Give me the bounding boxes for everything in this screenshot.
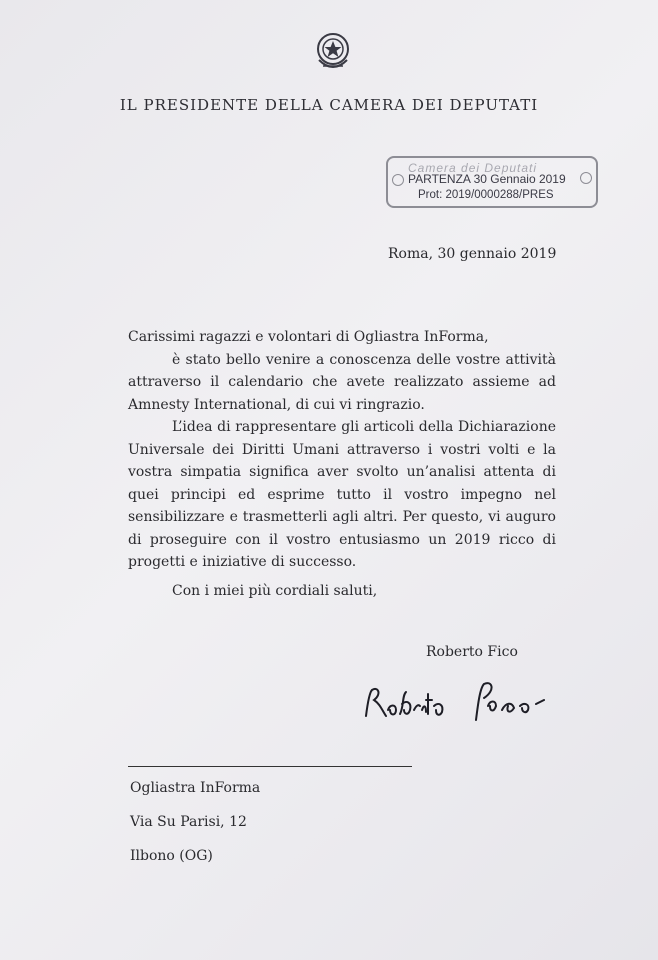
letter-closing: Con i miei più cordiali saluti, xyxy=(172,582,378,599)
stamp-left-dot-icon xyxy=(392,174,404,186)
letter-body xyxy=(128,326,556,602)
stamp-right-dot-icon xyxy=(580,172,592,184)
italian-republic-emblem-icon xyxy=(314,30,352,74)
letter-greeting: Carissimi ragazzi e volontari di Ogliastra InForma, xyxy=(128,329,489,345)
letter-paragraph-1: è stato bello venire a conoscenza delle vostre attività attraverso il calendario che avete realizzato assieme ad Amnesty International, di cui vi ringrazio. xyxy=(128,351,556,413)
stamp-departure-line: PARTENZA 30 Gennaio 2019 xyxy=(408,172,566,186)
stamp-script-text: Camera dei Deputati xyxy=(408,161,538,175)
letter-paragraph-2: L’idea di rappresentare gli articoli della Dichiarazione Universale dei Diritti Umani attraverso i vostri volti e la vostra simpatia significa aver svolto un’analisi attenta di quei principi ed esprime tutto il vostro impegno nel sensibilizzare e trasmetterli agli altri. Per questo, vi auguro di proseguire con il vostro entusiasmo un 2019 ricco di progetti e iniziative di successo. xyxy=(128,419,556,570)
recipient-name: Ogliastra InForma xyxy=(130,780,261,796)
address-divider xyxy=(128,766,412,767)
recipient-city: Ilbono (OG) xyxy=(130,848,213,864)
signer-name: Roberto Fico xyxy=(426,644,518,660)
recipient-street: Via Su Parisi, 12 xyxy=(130,814,247,830)
handwritten-signature xyxy=(360,670,570,730)
letterhead-title: IL PRESIDENTE DELLA CAMERA DEI DEPUTATI xyxy=(119,96,539,114)
protocol-stamp xyxy=(386,156,598,208)
stamp-protocol-line: Prot: 2019/0000288/PRES xyxy=(418,189,554,201)
letter-date: Roma, 30 gennaio 2019 xyxy=(388,246,557,262)
